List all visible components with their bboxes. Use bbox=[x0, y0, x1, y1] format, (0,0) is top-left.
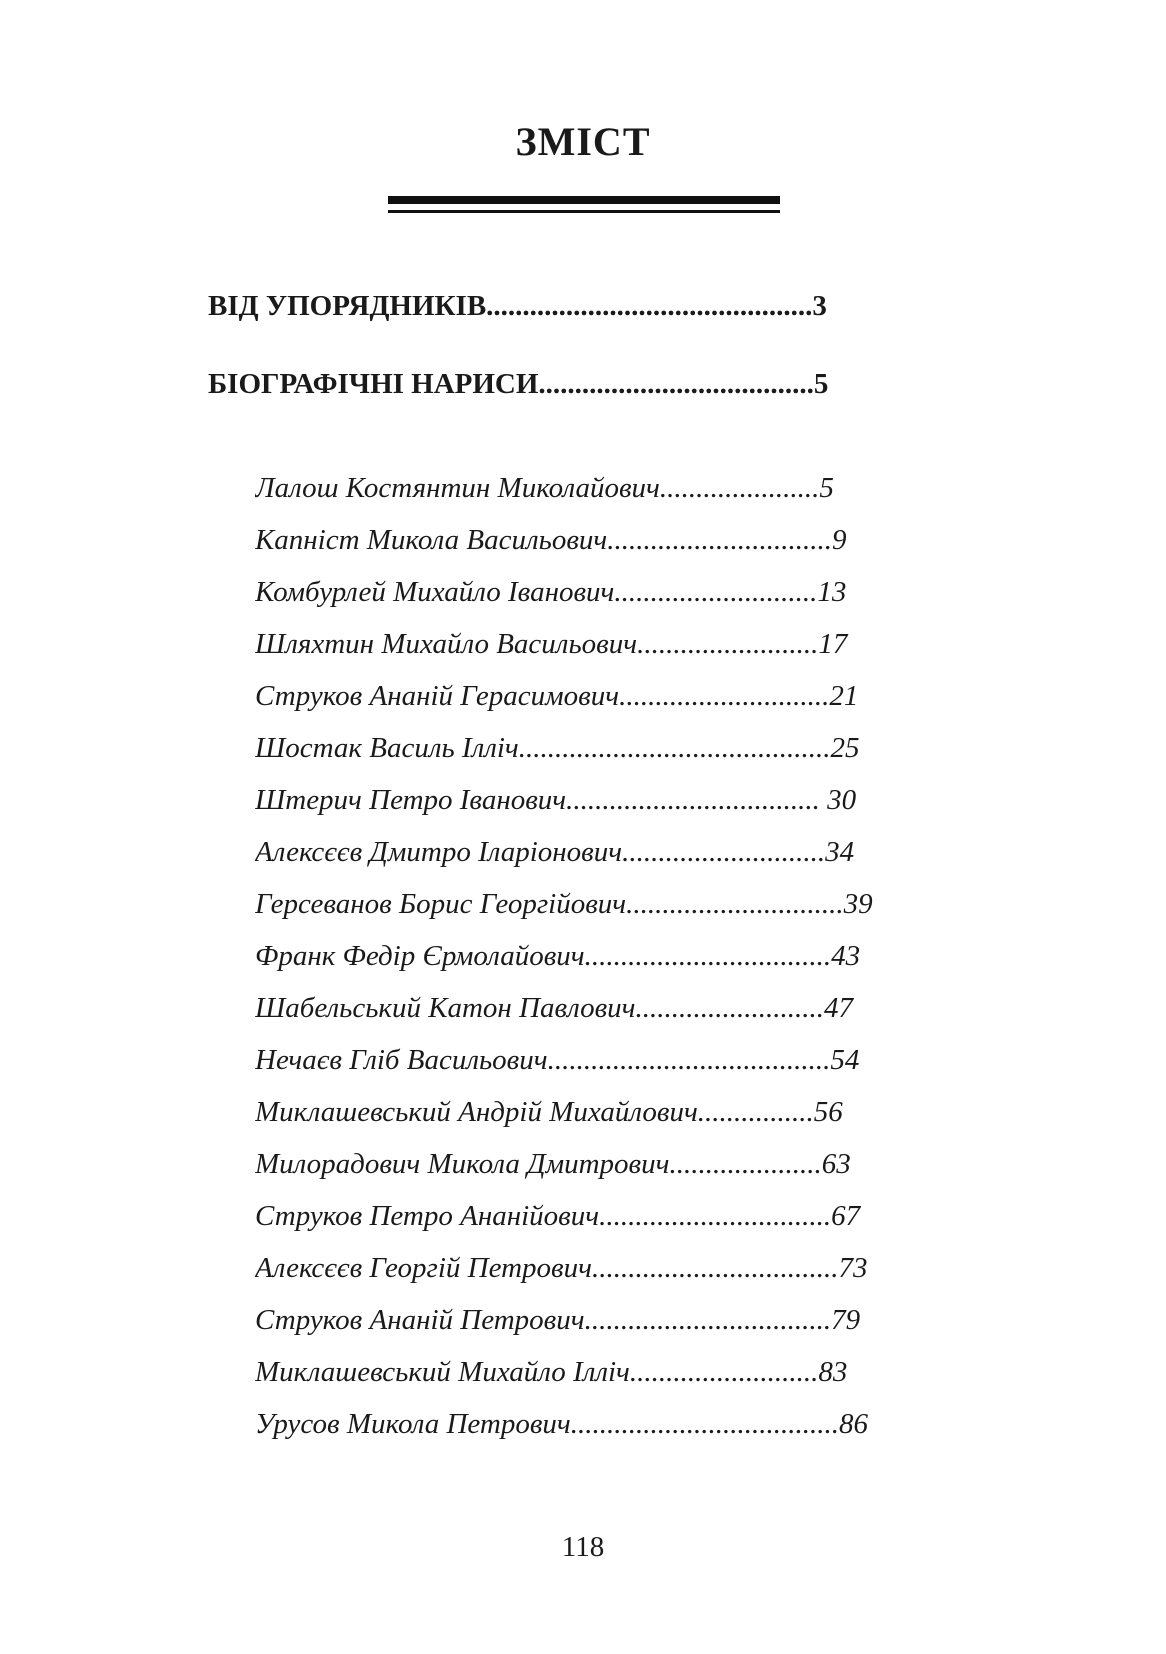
toc-section-biographies: БІОГРАФІЧНІ НАРИСИ......................................5 bbox=[208, 368, 829, 400]
toc-entry: Герсеванов Борис Георгійович..............................39 bbox=[255, 888, 873, 920]
toc-entry: Струков Ананій Петрович..................................79 bbox=[255, 1304, 861, 1336]
toc-entry: Алексєєв Георгій Петрович..................................73 bbox=[255, 1252, 868, 1284]
toc-entry: Урусов Микола Петрович.....................................86 bbox=[255, 1408, 869, 1440]
toc-entry: Франк Федір Єрмолайович..................................43 bbox=[255, 940, 861, 972]
toc-entry: Шостак Василь Ілліч...........................................25 bbox=[255, 732, 860, 764]
toc-entry: Миклашевський Андрій Михайлович................56 bbox=[255, 1096, 843, 1128]
toc-entry: Милорадович Микола Дмитрович.....................63 bbox=[255, 1148, 851, 1180]
title-underline-thick bbox=[388, 196, 780, 204]
toc-entry: Шляхтин Михайло Васильович.........................17 bbox=[255, 628, 848, 660]
toc-entry: Алексєєв Дмитро Іларіонович............................34 bbox=[255, 836, 855, 868]
title-underline-thin bbox=[388, 210, 780, 213]
toc-entry: Комбурлей Михайло Іванович............................13 bbox=[255, 576, 847, 608]
toc-section-foreword: ВІД УПОРЯДНИКІВ.............................................3 bbox=[208, 290, 827, 322]
toc-entry: Штерич Петро Іванович................................... 30 bbox=[255, 784, 857, 816]
toc-entry: Миклашевський Михайло Ілліч..........................83 bbox=[255, 1356, 848, 1388]
toc-entries-list bbox=[255, 462, 873, 1450]
toc-entry: Нечаєв Гліб Васильович.......................................54 bbox=[255, 1044, 860, 1076]
page-number: 118 bbox=[561, 1531, 605, 1563]
toc-entry: Лалош Костянтин Миколайович......................5 bbox=[255, 472, 834, 504]
toc-entry: Шабельський Катон Павлович..........................47 bbox=[255, 992, 853, 1024]
toc-entry: Капніст Микола Васильович...............................9 bbox=[255, 524, 847, 556]
toc-entry: Струков Петро Ананійович................................67 bbox=[255, 1200, 861, 1232]
toc-entry: Струков Ананій Герасимович.............................21 bbox=[255, 680, 859, 712]
page-title: ЗМІСТ bbox=[515, 119, 651, 164]
